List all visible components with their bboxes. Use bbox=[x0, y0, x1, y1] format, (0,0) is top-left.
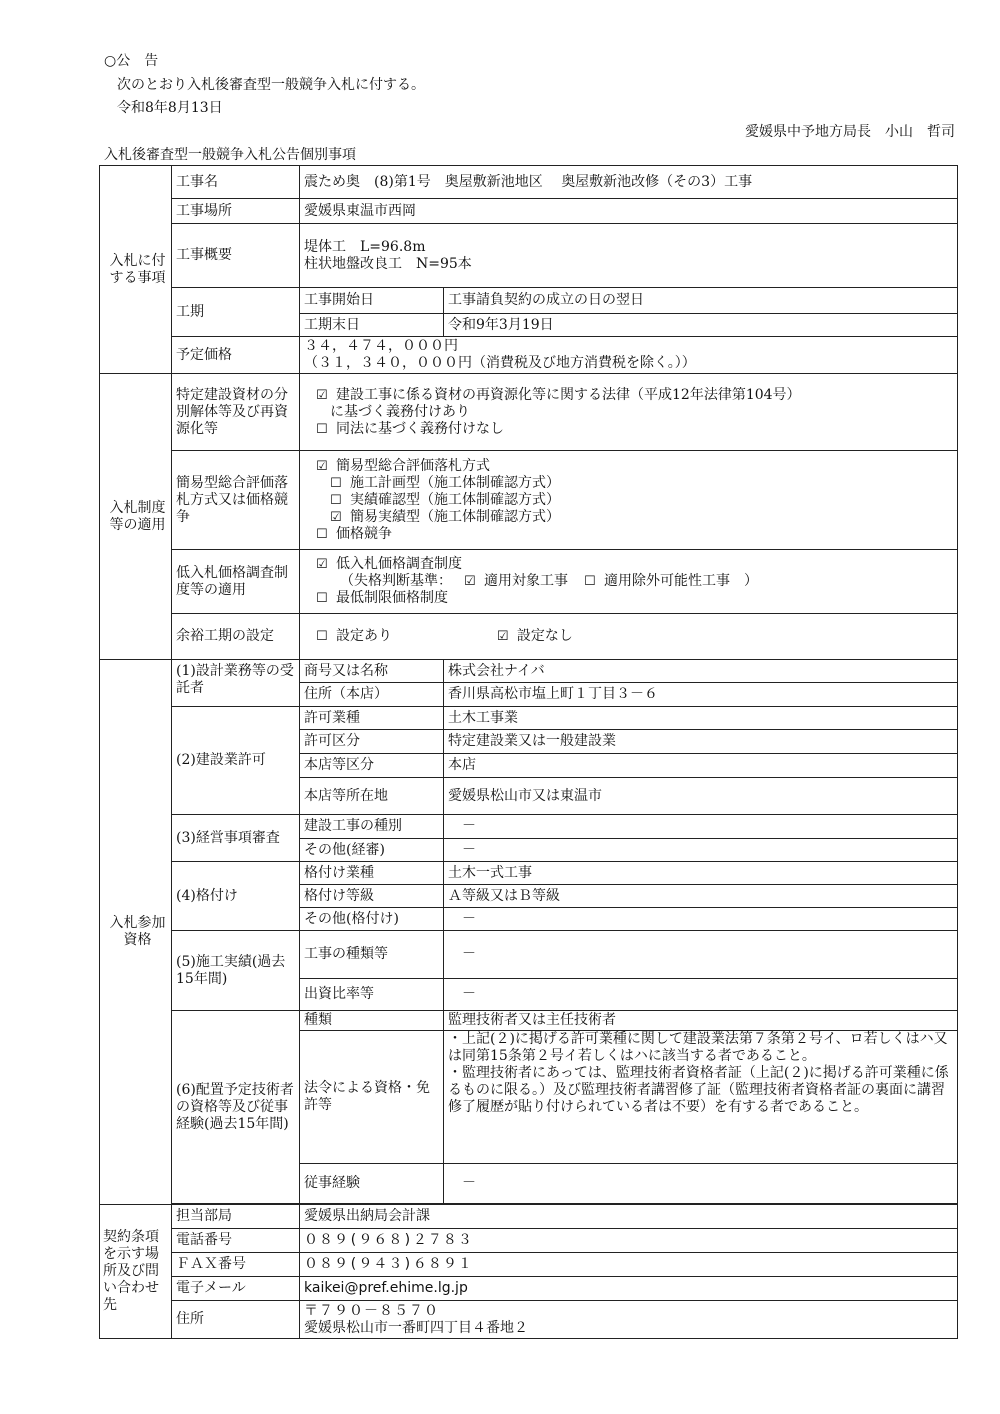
price-line: （３１，３４０，０００円（消費税及び地方消費税を除く。）） bbox=[304, 355, 696, 371]
table-row bbox=[100, 815, 958, 839]
checkbox-checked-icon: ☑ bbox=[496, 629, 509, 644]
cell-value bbox=[444, 1031, 958, 1164]
option-label: 適用除外可能性工事 ） bbox=[604, 573, 758, 589]
dash-value: － bbox=[462, 946, 476, 962]
option-label: 簡易実績型（施工体制確認方式） bbox=[350, 508, 560, 525]
tel-value: ０８９(９６８)２７８３ bbox=[300, 1229, 958, 1253]
row-label: 工期 bbox=[172, 288, 300, 337]
sub-label: 許可業種 bbox=[300, 707, 444, 730]
option-label: 同法に基づく義務付けなし bbox=[336, 420, 504, 437]
option-label: 簡易型総合評価落札方式 bbox=[336, 457, 490, 474]
start-value: 工事請負契約の成立の日の翌日 bbox=[444, 288, 958, 314]
notice-intro: 次のとおり入札後審査型一般競争入札に付する。 bbox=[117, 77, 425, 93]
dash-value: － bbox=[462, 910, 476, 927]
cell-value bbox=[444, 815, 958, 839]
dash-value: － bbox=[462, 1175, 476, 1191]
price-value bbox=[300, 337, 958, 374]
row-label: 余裕工期の設定 bbox=[172, 614, 300, 660]
dash-value: － bbox=[462, 818, 476, 834]
checkbox-icon: ☐ bbox=[316, 526, 328, 542]
option-label: に基づく義務付けあり bbox=[330, 403, 470, 420]
section-label-system: 入札制度等の適用 bbox=[100, 374, 172, 660]
address-value bbox=[300, 1301, 958, 1339]
margin-options bbox=[300, 614, 958, 660]
sub-label: 格付け業種 bbox=[300, 862, 444, 885]
table-row bbox=[100, 931, 958, 979]
option-label: 適用対象工事 bbox=[484, 573, 568, 589]
sub-label: 許可区分 bbox=[300, 730, 444, 754]
table-title: 入札後審査型一般競争入札公告個別事項 bbox=[104, 147, 356, 163]
dept-value: 愛媛県出納局会計課 bbox=[300, 1205, 958, 1229]
work-place-value: 愛媛県東温市西岡 bbox=[300, 199, 958, 224]
sub-label: 出資比率等 bbox=[300, 979, 444, 1011]
sub-label: 工期末日 bbox=[300, 314, 444, 337]
sub-label: その他(経審) bbox=[300, 839, 444, 862]
price-line: ３４，４７４，０００円 bbox=[304, 338, 458, 354]
option-label: 設定なし bbox=[516, 628, 573, 644]
work-outline-value bbox=[300, 224, 958, 288]
recycle-options bbox=[300, 374, 958, 451]
table-row bbox=[100, 224, 958, 288]
table-row bbox=[100, 1301, 958, 1339]
checkbox-checked-icon: ☑ bbox=[330, 509, 342, 525]
sub-label: 工事開始日 bbox=[300, 288, 444, 314]
dash-value: － bbox=[462, 986, 476, 1002]
sub-label: 住所（本店） bbox=[300, 683, 444, 707]
notice-heading: ○公 告 bbox=[104, 53, 159, 69]
section-label-bid: 入札に付する事項 bbox=[100, 166, 172, 374]
row-label: 担当部局 bbox=[172, 1205, 300, 1229]
sub-label: 商号又は名称 bbox=[300, 660, 444, 683]
cell-value: 株式会社ナイバ bbox=[444, 660, 958, 683]
table-row bbox=[100, 862, 958, 885]
row-label: 工事場所 bbox=[172, 199, 300, 224]
sub-label: 本店等所在地 bbox=[300, 778, 444, 815]
table-row bbox=[100, 166, 958, 199]
checkbox-icon: ☐ bbox=[330, 475, 342, 491]
row-label: 特定建設資材の分別解体等及び再資源化等 bbox=[172, 374, 300, 451]
low-bid-options bbox=[300, 550, 958, 614]
checkbox-icon: ☐ bbox=[316, 629, 328, 644]
row-label: 住所 bbox=[172, 1301, 300, 1339]
cell-value: 土木一式工事 bbox=[444, 862, 958, 885]
table-row bbox=[100, 1277, 958, 1301]
option-label: 低入札価格調査制度 bbox=[336, 556, 462, 572]
group-label: (6)配置予定技術者の資格等及び従事経験(過去15年間) bbox=[172, 1011, 300, 1204]
row-label: 簡易型総合評価落札方式又は価格競争 bbox=[172, 451, 300, 550]
sub-label: 建設工事の種別 bbox=[300, 815, 444, 839]
checkbox-checked-icon: ☑ bbox=[316, 458, 328, 474]
outline-line: 堤体工 L=96.8m bbox=[304, 238, 426, 255]
qualification-text: ・監理技術者にあっては、監理技術者資格者証（上記(２)に掲げる許可業種に係るものに限る。）及び監理技術者講習修了証（監理技術者資格者証の裏面に講習修了履歴が貼り付けられている者は不要）を有する者であること。 bbox=[448, 1065, 949, 1115]
table-row bbox=[100, 1253, 958, 1277]
cell-value: 特定建設業又は一般建設業 bbox=[444, 730, 958, 754]
table-row bbox=[100, 337, 958, 374]
table-row bbox=[100, 1011, 958, 1031]
cell-value: Ａ等級又はＢ等級 bbox=[444, 885, 958, 908]
table-row bbox=[100, 707, 958, 730]
table-row bbox=[100, 451, 958, 550]
row-label: 予定価格 bbox=[172, 337, 300, 374]
group-label: (4)格付け bbox=[172, 862, 300, 931]
option-label: 実績確認型（施工体制確認方式） bbox=[350, 491, 560, 508]
checkbox-checked-icon: ☑ bbox=[316, 557, 328, 572]
row-label: ＦＡＸ番号 bbox=[172, 1253, 300, 1277]
row-label: 低入札価格調査制度等の適用 bbox=[172, 550, 300, 614]
option-label: 施工計画型（施工体制確認方式） bbox=[350, 474, 560, 491]
row-label: 電子メール bbox=[172, 1277, 300, 1301]
option-label: 設定あり bbox=[336, 628, 392, 644]
group-label: (3)経営事項審査 bbox=[172, 815, 300, 862]
sub-label: 格付け等級 bbox=[300, 885, 444, 908]
section-label-contact: 契約条項を示す場所及び問い合わせ先 bbox=[100, 1205, 172, 1339]
sub-label: 従事経験 bbox=[300, 1164, 444, 1204]
group-label: (5)施工実績(過去15年間) bbox=[172, 931, 300, 1011]
cell-value bbox=[444, 1164, 958, 1204]
sub-label: 法令による資格・免許等 bbox=[300, 1031, 444, 1164]
address-line: 愛媛県松山市一番町四丁目４番地２ bbox=[304, 1319, 528, 1336]
checkbox-icon: ☐ bbox=[330, 492, 342, 508]
group-label: (1)設計業務等の受託者 bbox=[172, 660, 300, 707]
group-label: (2)建設業許可 bbox=[172, 707, 300, 815]
cell-value bbox=[444, 908, 958, 931]
qualification-text: ・上記(２)に掲げる許可業種に関して建設業法第７条第２号イ、ロ若しくはハ又は同第15条第２号イ若しくはハに該当する者であること。 bbox=[448, 1031, 948, 1064]
checkbox-icon: ☐ bbox=[584, 574, 596, 589]
row-label: 電話番号 bbox=[172, 1229, 300, 1253]
checkbox-checked-icon: ☑ bbox=[316, 387, 328, 403]
cell-value: 土木工事業 bbox=[444, 707, 958, 730]
table-row bbox=[100, 199, 958, 224]
dash-value: － bbox=[462, 841, 476, 858]
notice-date: 令和8年8月13日 bbox=[117, 100, 223, 116]
cell-value bbox=[444, 839, 958, 862]
eval-options bbox=[300, 451, 958, 550]
sub-label: その他(格付け) bbox=[300, 908, 444, 931]
table-row bbox=[100, 288, 958, 314]
option-label: 最低制限価格制度 bbox=[336, 590, 448, 606]
fax-value: ０８９(９４３)６８９１ bbox=[300, 1253, 958, 1277]
cell-value: 本店 bbox=[444, 754, 958, 778]
checkbox-icon: ☐ bbox=[316, 421, 328, 437]
sub-label: 本店等区分 bbox=[300, 754, 444, 778]
end-value: 令和9年3月19日 bbox=[444, 314, 958, 337]
sub-label: 種類 bbox=[300, 1011, 444, 1031]
row-label: 工事名 bbox=[172, 166, 300, 199]
notice-table bbox=[99, 165, 958, 1339]
cell-value bbox=[444, 931, 958, 979]
table-row bbox=[100, 374, 958, 451]
work-name-value: 震ため奥 (8)第1号 奥屋敷新池地区 奥屋敷新池改修（その3）工事 bbox=[300, 166, 958, 199]
table-row bbox=[100, 550, 958, 614]
sub-label: 工事の種類等 bbox=[300, 931, 444, 979]
checkbox-checked-icon: ☑ bbox=[464, 574, 476, 589]
table-row bbox=[100, 660, 958, 683]
table-row bbox=[100, 1229, 958, 1253]
table-row bbox=[100, 614, 958, 660]
section-label-qualification: 入札参加資格 bbox=[100, 660, 172, 1205]
option-label: 価格競争 bbox=[336, 525, 392, 542]
table-row bbox=[100, 1205, 958, 1229]
notice-signer: 愛媛県中予地方局長 小山 哲司 bbox=[745, 124, 955, 140]
cell-value: 香川県高松市塩上町１丁目３－６ bbox=[444, 683, 958, 707]
postal-code: 〒７９０－８５７０ bbox=[304, 1302, 439, 1319]
cell-value bbox=[444, 979, 958, 1011]
checkbox-icon: ☐ bbox=[316, 591, 328, 606]
row-label: 工事概要 bbox=[172, 224, 300, 288]
option-label: 建設工事に係る資材の再資源化等に関する法律（平成12年法律第104号） bbox=[336, 386, 801, 403]
cell-value: 監理技術者又は主任技術者 bbox=[444, 1011, 958, 1031]
option-label: （失格判断基準： bbox=[340, 573, 452, 589]
outline-line: 柱状地盤改良工 N=95本 bbox=[304, 255, 472, 272]
cell-value: 愛媛県松山市又は東温市 bbox=[444, 778, 958, 815]
email-link[interactable]: kaikei@pref.ehime.lg.jp bbox=[300, 1277, 958, 1301]
